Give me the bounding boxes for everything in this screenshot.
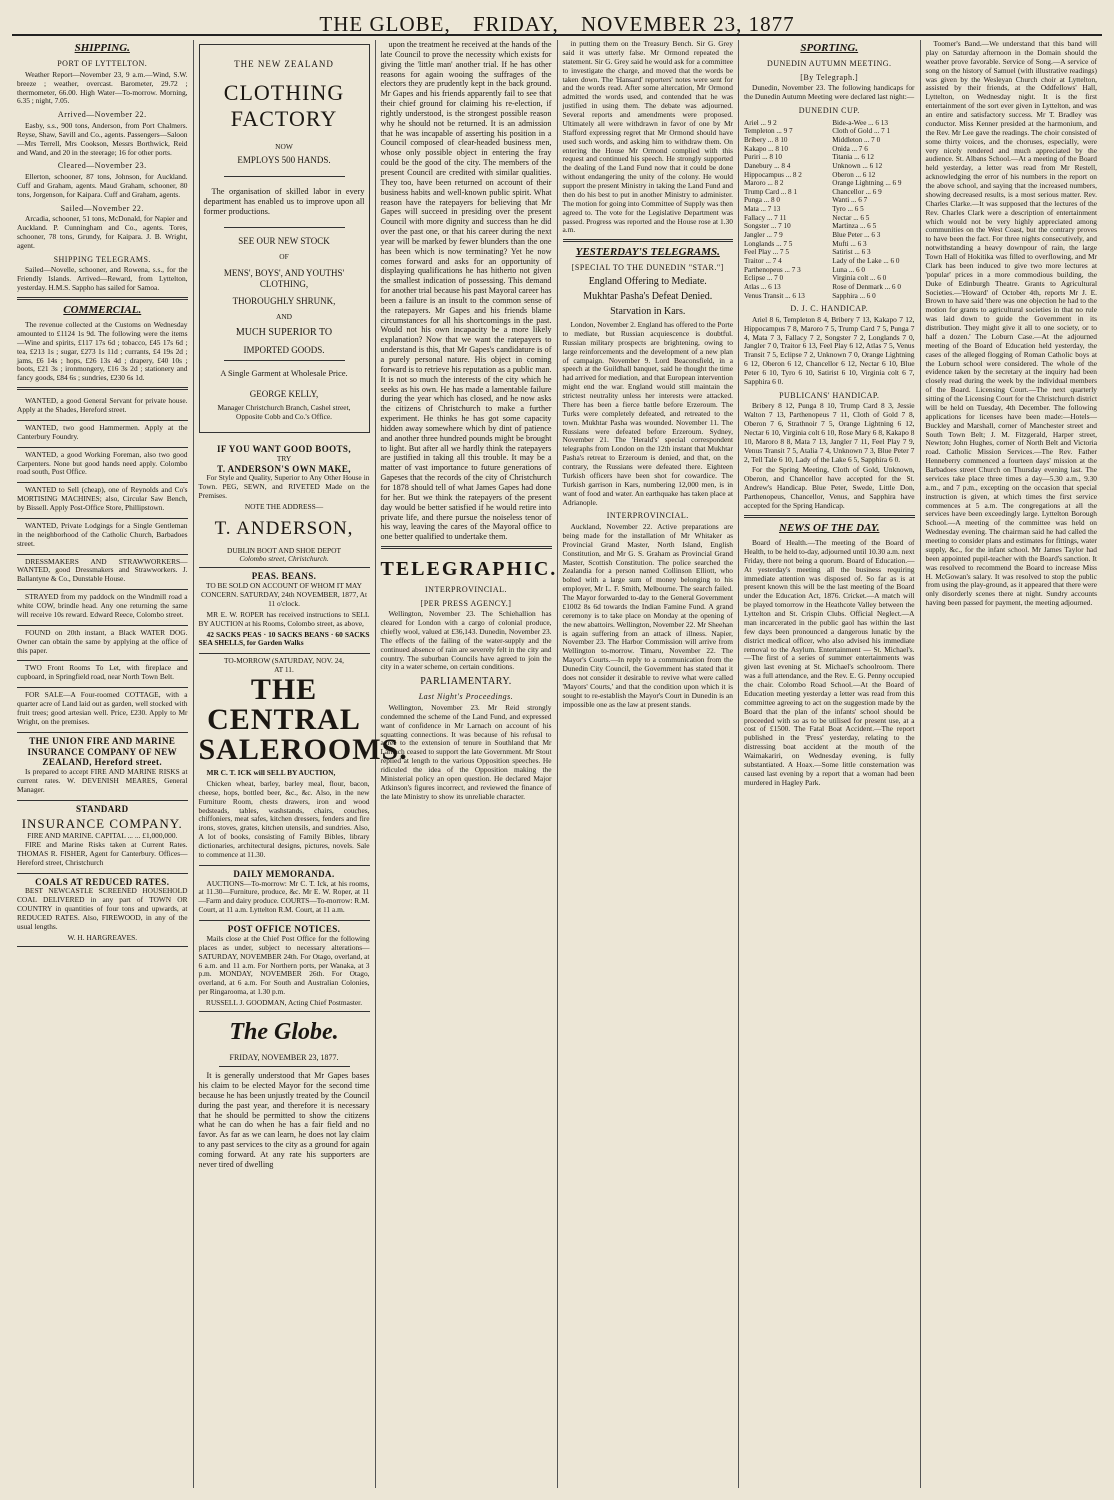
handicap-entry: Virginia colt ... 6 0	[832, 274, 887, 283]
telegraphic-heading: TELEGRAPHIC.	[380, 558, 558, 581]
central-salerooms-title-1: THE CENTRAL	[207, 673, 361, 737]
union-insurance-text: Is prepared to accept FIRE AND MARINE RISKS at current rates. W. DEVENISH MEARES, General Manager.	[17, 767, 188, 794]
manager-name: GEORGE KELLY,	[249, 389, 319, 400]
handicap-entry: Lady of the Lake ... 6 0	[832, 256, 900, 265]
issue-date: NOVEMBER 23, 1877	[581, 12, 795, 36]
classified-ad: FOR SALE—A Four-roomed COTTAGE, with a quarter acre of Land laid out as garden, well stocked with fruit trees; good artesian well. Price, £230. Apply to Mr Wright, on the premises.	[17, 688, 188, 733]
handicap-entry: Martinza ... 6 5	[832, 222, 877, 231]
editorial-masthead: The Globe.	[229, 1018, 339, 1045]
peas-beans-ad: PEAS. BEANS. TO BE SOLD ON ACCOUNT OF WHOM IT MAY CONCERN. SATURDAY, 24th NOVEMBER, 1877, At 11 o'clock. MR E. W. ROPER has received instructions to SELL BY AUCTION at his Rooms, Colombo street, as above, 42 SACKS PEAS · 10 SACKS BEANS · 60 SACKS SEA SHELLS, for Garden Walks	[199, 568, 370, 654]
union-insurance-ad	[17, 733, 188, 801]
parliamentary-text: Wellington, November 23. Mr Reid strongly condemned the scheme of the Land Fund, and expressed want of confidence in Mr Larnach on account of his squatting connections. It was because of his refusal to agree to the extension of tenure in Southland that Mr Larnach ceased to support the late Government. Mr Stout replied at length to the various Opposition speeches. He ridiculed the idea of the Opposition making the Ministerial policy an open question. He declared Major Atkinson's figures incorrect, and reviewed the finance of the late Ministry to show its unreliable character.	[380, 702, 552, 801]
masthead	[12, 10, 1102, 36]
handicap-entry: Luna ... 6 0	[832, 265, 865, 274]
central-salerooms-ad: TO-MORROW (SATURDAY, NOV. 24, AT 11. THE CENTRAL SALEROOMS. MR C. T. ICK will SELL BY AUCTION, Chicken wheat, barley, barley meal, flour, bacon, cheese, hops, bottled beer, &c., &c. Also, in the new Furniture Room, chests drawers, iron and wood bedsteads, tables, washstands, chairs, couches, chiffoniers, meat safes, kitchen dressers, fenders and fire irons, stoves, grates, kitchen utensils, and sundries. Also, A lot of books, consisting of Family Bibles, library dictionaries, architectural designs, pictures, novels. Sale to commence at 11.30.	[199, 654, 370, 866]
interprovincial-text: Auckland, November 22. Active preparations are being made for the installation of Mr Whitaker as Provincial Grand Master, North Island, English Constitution, and Mr G. S. Graham as Provincial Grand Master, Scottish Constitution. The police searched the Zealandia for a person named Collinson Elliott, who bolted with a large sum of money belonging to his employer, Mr L. F. Smith, Melbourne. The search failed. The Mayor forwarded to-day to the General Government £1002 8s 6d towards the Indian Famine Fund. A grand ceremony is to take place on Monday at the opening of the new abattoirs. Wellington, November 22. Mr Sheehan is again suffering from an attack of illness. Napier, November 23. The Harbor Commission will arrive from Wellington to-morrow. Timaru, November 22. The Mayor's Courts.—In reply to a communication from the Dunedin City Council, the Government has stated that it does not consider it desirable to revive what were called 'Mayors' Courts,' and that the condition upon which it is sought to re-establish the Mayor's Court in Dunedin is an impossible one as the law at present stands.	[562, 522, 733, 709]
standard-insurance-ad: STANDARD INSURANCE COMPANY. FIRE AND MARINE. CAPITAL ... ... £1,000,000. FIRE and Marine Risks taken at Current Rates. THOMAS R. FISHER, Agent for Canterbury. Offices—Hereford street, Christchurch	[17, 801, 188, 874]
handicap-entry: Puriri ... 8 10	[744, 153, 782, 162]
coals-signature: W. H. HARGREAVES.	[67, 932, 138, 942]
parliamentary-heading: PARLIAMENTARY.	[420, 676, 512, 688]
local-news-text: Toomer's Band.—We understand that this band will play on Saturday afternoon in the Domain should the weather prove favorable. Service of Song.—A service of song on the history of Samuel (with illustrative readings) was given by the Wesleyan Church choir at Lyttelton, assisted by their friends, at the Oddfellows' Hall, Lyttelton, on Wednesday night. It is the first entertainment of the sort ever given in Lyttelton, and was an entire and satisfactory success. Mr T. Bradley was conductor. Miss Kenner presided at the harmonium, and the Rev. Mr Lee gave the readings. The choir consisted of some thirty voices, and the choruses, especially, were very nicely rendered and much appreciated by the audience. St. Albans School.—At a meeting of the Board held yesterday, a letter was read from Mr Restell, acknowledging the error of his numbers in the report on the above school, and saying that the increased numbers, showing decreased results, is a most serious matter. Rev. Charles Clarke.—It was supposed that the lectures of the Rev. Charles Clark were a description of entertainment which would not be very highly appreciated among communities on the West Coast, but the contrary proves to have been the fact. For three nights consecutively, and notwithstanding a heavy downpour of rain, the large Town Hall of Hokitika was filled to overflowing, and Mr Clark has been induced to give two more lectures at 'popular' prices in a more commodious building, the Duke of Edinburgh Theatre. Grants to Agricultural Societies.—'Howard' of October 4th, reports Mr J. E. Brown to have said 'there was one objection he had to the motion for grants to agricultural societies in that no rule was laid down to guide the Government in its distribution. They might give it all to one society, or to half a dozen.' The Loburn Case.—At the adjourned meeting of the Board of Education held yesterday, the cases of the alleged flogging of Roman Catholic boys at the Loburn school were considered. The whole of the evidence taken by the secretary at the inquiry had been closely read during the week by the individual members of the Board. Licensing Court.—The next quarterly sitting of the Licensing Court for the Christchurch district will be held on Tuesday, 4th December. The following applications for licenses have been made:—Hotels—Buckley and Marshall, corner of Manchester street and South Town Belt; J. M. Fitzgerald, Harper street, Newton; John Hughes, corner of North Belt and Victoria road. Catholic Mission Services.—The Rev. Father Henneberry commenced a fourteen days' mission at the Barbadoes street Church on Thursday evening last. The services take place three times a day—5.30 a.m., 9.30 a.m., and 7 p.m., excepting on the occasion that special instruction is given, at which times the first service commences at 5 a.m. The congregations at all the services have been exceedingly large. Lyttelton Borough School.—A meeting of the committee was held on Wednesday evening. The chairman said he had called the meeting to consider plans and estimates for fittings, water supply, &c., for the infant school. Mr James Taylor had been appointed pupil-teacher with the Board's sanction. It was resolved to recommend the Board to increase Miss H. McGowan's salary. It was resolved to stop the public from using the play-ground, as it appeared that there were only disorderly scenes there at night. Sundry accounts having been passed for payment, the meeting adjourned.	[925, 39, 1097, 608]
publicans-handicap: Bribery 8 12, Punga 8 10, Trump Card 8 3, Jessie Walton 7 13, Parthenopeus 7 11, Cloth of Gold 7 8, Oberon 7 6, Strathnoir 7 5, Orange Lightning 6 12, Nectar 6 10, Virginia colt 6 10, Rose Mary 6 8, Kakapo 8 10, Maroro 8 8, Mata 7 13, Jangler 7 11, Feel Play 7 9, Venus Transit 7 5, Atalia 7 4, Unknown 7 3, Blue Peter 7 2, Tell Tale 6 10, Lady of the Lake 6 5, Sapphira 6 0.	[744, 401, 915, 464]
telegraphic-text: Wellington, November 23. The Schiehallion has cleared for London with a cargo of colonial produce, chiefly wool, valued at £36,143. Dunedin, November 23. The effects of the failing of the water-supply and the continued absence of rain are severely felt in the city and country. The suburban Councils have agreed to join the city in a water scheme, on certain conditions.	[380, 609, 552, 672]
union-insurance-heading: THE UNION FIRE AND MARINE INSURANCE COMPANY OF NEW ZEALAND, Hereford street.	[27, 735, 177, 768]
standard-insurance-title: INSURANCE COMPANY.	[21, 815, 183, 831]
classified-ad: WANTED, a good General Servant for private house. Apply at the Shades, Hereford street.	[17, 394, 188, 421]
classified-ad: WANTED, two good Hammermen. Apply at the Canterbury Foundry.	[17, 421, 188, 448]
weather-report: Weather Report—November 23, 9 a.m.—Wind, S.W. breeze ; weather, overcast. Barometer, 29.72 ; thermometer, 66.00. High Water—To-morrow. Morning, 6.35 ; night, 7.05.	[17, 69, 188, 106]
coals-text: BEST NEWCASTLE SCREENED HOUSEHOLD COAL DELIVERED in any part of TOWN OR COUNTRY in quantities of four tons and upwards, at REDUCED RATES. Also, FIREWOOD, in any of the usual lengths.	[17, 886, 188, 931]
columns	[12, 40, 1102, 1488]
handicap-entry: Parthenopeus ... 7 3	[744, 265, 801, 274]
handicap-entry: Bribery ... 8 10	[744, 136, 788, 144]
handicap-entry: Maroro ... 8 2	[744, 179, 784, 188]
central-salerooms-title-2: SALEROOMS.	[198, 733, 408, 767]
handicap-entry: Bide-a-Wee ... 6 13	[832, 118, 888, 127]
news-of-the-day-heading: NEWS OF THE DAY.	[779, 521, 880, 534]
classified-ad: DRESSMAKERS AND STRAWWORKERS—WANTED, good Dressmakers and Strawworkers. J. Ballantyne & Co., Dunstable House.	[17, 555, 188, 591]
column-3: upon the treatment he received at the hands of the late Council to prove the necessity which exists for giving the 'little man' another trial. If he has other reasons for again wooing the suffrages of the electors they are prudently kept in the back ground. Mr Gapes and his friends apparently fail to see that their chief ground for claiming his re-election, if rightly understood, is the strongest possible reason why he should not be returned. It is an admission that he was incapable of asserting his position in a Council composed of clear-headed business men, whose only possible object in entering the fray could be the good of the city. The members of the present Council are credited with similar qualities. They too, have been returned on account of their business habits and well-known public spirit. What reason have the ratepayers for believing that Mr Gapes will succeed in presiding over the present Council with more dignity and success than he did over the past one, or that his career during the next year will be marked by fewer blunders than the one has been which is now terminating? Yet he now comes forward and asks for an opportunity of displaying qualifications he has hitherto not given the smallest indication of possessing. This demand for another trial because his past Mayoral career has been a failure is an insult to the common sense of the ratepayers. Mr Gapes and his friends blame circumstances for all his shortcomings in the past. Would not his own incapacity be a more likely explanation? Now that we want the ratepayers to understand is this, that Mr Gapes's candidature is of a purely personal nature. His object in coming forward is to retrieve his reputation as a public man. It is not so much the interests of the city which he seeks as his own. He has made a lamentable failure during the year which has closed, and he now asks the citizens of Christchurch to make a further experiment. He thinks he has got some capacity hidden away somewhere which by dint of patience and another three hundred pounds might be brought to light. But after all we hardly think the ratepayers are justified in taking all this trouble. It may be a matter of vast importance to future generations of Gapeses that the records of the city of Christchurch for 1878 should tell of what James Gapes had done for her. But we think the ratepayers of the present day would be better satisfied if he would retire into private life, and there pursue the noiseless tenor of his way, leaving the cares of the Mayoral office to one better qualified to undertake them. TELEGRAPHIC. INTERPROVINCIAL. [PER PRESS AGENCY.] Wellington, November 23. The Schiehallion has cleared for London with a cargo of colonial produce, chiefly wool, valued at £36,143. Dunedin, November 23. The effects of the failing of the water-supply and the continued absence of rain are severely felt in the city and country. The suburban Councils have agreed to join the city in a water scheme, on certain conditions. PARLIAMENTARY. Last Night's Proceedings. Wellington, November 23. Mr Reid strongly condemned the scheme of the Land Fund, and expressed want of confidence in Mr Larnach on account of his squatting connections. It was because of his refusal to agree to the extension of tenure in Southland that Mr Larnach ceased to support the late Government. Mr Stout replied at length to the various Opposition speeches. He ridiculed the idea of the Opposition making the Ministerial policy an open question. He declared Major Atkinson's figures incorrect, and reviewed the finance of the late Ministry to show its unreliable character.	[376, 40, 558, 1488]
handicap-entry: Hippocampus ... 8 2	[744, 170, 802, 179]
handicap-entry: Onida ... 7 6	[832, 144, 868, 153]
handicap-entry: Danebury ... 8 4	[744, 161, 791, 170]
shipping-telegrams-heading: SHIPPING TELEGRAMS.	[53, 254, 151, 264]
cleared-text: Ellerton, schooner, 87 tons, Johnson, for Auckland. Cuff and Graham, agents. Maud Graham, schooner, 80 tons, Jorgenson, for Kaipara. Cuff and Graham, agents.	[17, 171, 188, 199]
handicap-entry: Middleton ... 7 0	[832, 136, 881, 144]
column-6	[921, 40, 1103, 1488]
paper-name: THE GLOBE,	[319, 12, 451, 36]
handicap-entry: Nectar ... 6 5	[832, 213, 870, 222]
editorial-date: FRIDAY, NOVEMBER 23, 1877.	[229, 1052, 339, 1062]
post-office-notices: POST OFFICE NOTICES. Mails close at the Chief Post Office for the following places as under, subject to necessary alterations—SATURDAY, NOVEMBER 24th. For Otago, overland, at 6 a.m. and 11 a.m. For Northern ports, per Wanaka, at 3 p.m. MONDAY, NOVEMBER 26th. For Otago, overland, at 6 a.m. For South and Australian Colonies, per Ringarooma, at 1.30 p.m. RUSSELL J. GOODMAN, Acting Chief Postmaster.	[199, 921, 370, 1012]
column-5: SPORTING. DUNEDIN AUTUMN MEETING. [By Telegraph.] Dunedin, November 23. The following handicaps for the Dunedin Autumn Meeting were declared last night:— DUNEDIN CUP. Ariel ... 9 2 Templeton ... 9 7 Bribery ... 8 10 Kakapo ... 8 10 Puriri ... 8 10 Danebury ... 8 4 Hippocampus ... 8 2 Maroro ... 8 2 Trump Card ... 8 1 Punga ... 8 0 Mata ... 7 13 Fallacy ... 7 11 Songster ... 7 10 Jangler ... 7 9 Longlands ... 7 5 Feel Play ... 7 5 Traitor ... 7 4 Parthenopeus ... 7 3 Eclipse ... 7 0 Atlas ... 6 13 Venus Transit ... 6 13 Bide-a-Wee ... 6 13 Cloth of Gold ... 7 1 Middleton ... 7 0 Onida ... 7 6 Titania ... 6 12 Unknown ... 6 12 Oberon ... 6 12 Orange Lightning ... 6 9 Chancellor ... 6 9 Wanti ... 6 7 Tyro ... 6 5 Nectar ... 6 5 Martinza ... 6 5 Blue Peter ... 6 3 Mufti ... 6 3 Satirist ... 6 3 Lady of the Lake ... 6 0 Luna ... 6 0 Virginia colt ... 6 0 Rose of Denmark ... 6 0 Sapphira ... 6 0 D. J. C. HANDICAP. Ariel 8 6, Templeton 8 4, Bribery 7 13, Kakapo 7 12, Hippocampus 7 8, Maroro 7 5, Trump Card 7 5, Punga 7 4, Mata 7 3, Fallacy 7 2, Songster 7 2, Longlands 7 0, Jangler 7 0, Traitor 6 13, Feel Play 6 12, Atlas 7 5, Venus Transit 7 5, Eclipse 7 2, Unknown 7 0, Orange Lightning 6 12, Oberon 6 12, Chancellor 6 12, Nectar 6 10, Blue Peter 6 10, Tyro 6 10, Satirist 6 10, Virginia colt 6 7, Sapphira 6 0. PUBLICANS' HANDICAP. Bribery 8 12, Punga 8 10, Trump Card 8 3, Jessie Walton 7 13, Parthenopeus 7 11, Cloth of Gold 7 8, Oberon 7 6, Strathnoir 7 5, Orange Lightning 6 12, Nectar 6 10, Virginia colt 6 10, Rose Mary 6 8, Kakapo 8 10, Maroro 8 8, Mata 7 13, Jangler 7 11, Feel Play 7 9, Venus Transit 7 5, Atalia 7 4, Unknown 7 3, Blue Peter 7 2, Tell Tale 6 10, Lady of the Lake 6 5, Sapphira 6 0. For the Spring Meeting, Cloth of Gold, Unknown, Oberon, and Chancellor have accepted for the St. Andrew's Handicap. Blue Peter, Swede, Little Don, Parthenopeus, Chancellor, Venus, and Sapphira have accepted for the Spring Handicap. NEWS OF THE DAY. Board of Health.—The meeting of the Board of Health, to be held to-day, adjourned until 10.30 a.m. next Friday, there not being a quorum. Board of Education.—At yesterday's meeting all the business requiring immediate attention was disposed of. So far as is at present known this will be the last meeting of the Board under the Education Act, 1876. Cricket.—A match will be played tomorrow in the Heathcote Valley between the Lyttelton and St. Crispin Clubs. Official Neglect.—A man incarcerated in the public gaol has within the last few days been pronounced a dangerous lunatic by the district medical officer, who also advised his immediate removal to the Asylum. Entertainment — St. Michael's.—The first of a series of summer entertainments was given last evening at St. Michael's schoolroom. There was a full attendance, and the Rev. E. G. Penny occupied the chair. Colombo Road School.—At the Board of Education meeting yesterday a letter was read from this committee agreeing to act on the suggestion made by the Board that the plan of the infants' school should be proceeded with so as to be utilised for present use, at a cost of £1500. The Fatal Boat Accident.—The report published in the 'Press' yesterday, relating to the distressing boat accident at the mouth of the Waimakariri, on Wednesday evening, is fully substantiated. A Hoax.—Some little consternation was caused last evening by a report that a woman had been murdered in Hagley Park.	[739, 40, 921, 1488]
yesterdays-telegrams-heading: YESTERDAY'S TELEGRAMS.	[575, 246, 720, 259]
handicap-entry: Blue Peter ... 6 3	[832, 231, 881, 240]
classified-ad: TWO Front Rooms To Let, with fireplace and cupboard, in Springfield road, near North Town Belt.	[17, 661, 188, 688]
handicap-entry: Templeton ... 9 7	[744, 127, 793, 136]
handicap-entry: Oberon ... 6 12	[832, 170, 876, 179]
handicap-entry: Punga ... 8 0	[744, 196, 780, 205]
classified-ad: FOUND on 20th instant, a Black WATER DOG. Owner can obtain the same by applying at the office of this paper.	[17, 626, 188, 662]
handicap-entry: Jangler ... 7 9	[744, 231, 783, 240]
sailed-heading: Sailed—November 22.	[60, 203, 144, 213]
handicap-entry: Tyro ... 6 5	[832, 205, 864, 214]
arrived-heading: Arrived—November 22.	[57, 110, 147, 120]
handicap-entry: Feel Play ... 7 5	[744, 248, 789, 257]
handicap-entry: Wanti ... 6 7	[832, 196, 868, 205]
handicap-entry: Atlas ... 6 13	[744, 282, 781, 291]
news-of-the-day-text: Board of Health.—The meeting of the Board of Health, to be held to-day, adjourned until 10.30 a.m. next Friday, there not being a quorum. Board of Education.—At yesterday's meeting all the business requiring immediate attention was disposed of. So far as is at present known this will be the last meeting of the Board under the Education Act, 1876. Cricket.—A match will be played tomorrow in the Heathcote Valley between the Lyttelton and St. Crispin Clubs. Official Neglect.—A man incarcerated in the public gaol has within the last few days been pronounced a dangerous lunatic by the district medical officer, who also advised his immediate removal to the Asylum. Entertainment — St. Michael's.—The first of a series of summer entertainments was given last evening at St. Michael's schoolroom. There was a full attendance, and the Rev. E. G. Penny occupied the chair. Colombo Road School.—At the Board of Education meeting yesterday a letter was read from this committee agreeing to act on the suggestion made by the Board that the plan of the infants' school should be proceeded with so as to be utilised for present use, at a cost of £1500. The Fatal Boat Accident.—The report published in the 'Press' yesterday, relating to the distressing boat accident at the mouth of the Waimakariri, on Wednesday evening, is fully substantiated. A Hoax.—Some little consternation was caused last evening by a report that a woman had been murdered in Hagley Park.	[744, 538, 915, 787]
handicap-entry: Traitor ... 7 4	[744, 256, 782, 265]
coals-ad	[17, 874, 188, 947]
column-1	[12, 40, 194, 1488]
handicap-entry: Fallacy ... 7 11	[744, 213, 787, 222]
shipping-heading: SHIPPING.	[74, 42, 130, 54]
anderson-boots-ad: IF YOU WANT GOOD BOOTS, TRY T. ANDERSON'S OWN MAKE, For Style and Quality, Superior to Any Other House in Town. PEG, SEWN, and RIVETED Made on the Premises. NOTE THE ADDRESS— T. ANDERSON, DUBLIN BOOT AND SHOE DEPOT Colombo street, Christchurch.	[199, 441, 370, 569]
djc-handicap: Ariel 8 6, Templeton 8 4, Bribery 7 13, Kakapo 7 12, Hippocampus 7 8, Maroro 7 5, Trump Card 7 5, Punga 7 4, Mata 7 3, Fallacy 7 2, Songster 7 2, Longlands 7 0, Jangler 7 0, Traitor 6 13, Feel Play 6 12, Atlas 7 5, Venus Transit 7 5, Eclipse 7 2, Unknown 7 0, Orange Lightning 6 12, Oberon 6 12, Chancellor 6 12, Nectar 6 10, Blue Peter 6 10, Tyro 6 10, Satirist 6 10, Virginia colt 6 7, Sapphira 6 0.	[744, 314, 915, 386]
handicap-entry: Satirist ... 6 3	[832, 248, 871, 257]
clothing-factory-ad: THE NEW ZEALAND CLOTHING FACTORY NOW EMPLOYS 500 HANDS. The organisation of skilled labor in every department has enabled us to improve upon all former productions. SEE OUR NEW STOCK OF MENS', BOYS', AND YOUTHS' CLOTHING, THOROUGHLY SHRUNK, AND MUCH SUPERIOR TO IMPORTED GOODS. A Single Garment at Wholesale Price. GEORGE KELLY, Manager Christchurch Branch, Cashel street, Opposite Cobb and Co.'s Office.	[199, 44, 370, 433]
anderson-title: T. ANDERSON,	[214, 517, 354, 539]
handicap-entry: Cloth of Gold ... 7 1	[832, 127, 891, 136]
column-4: in putting them on the Treasury Bench. Sir G. Grey said it was utterly false. Mr Ormond repeated the statement. Sir G. Grey said he would ask for a committee to investigate the charge, and moved that the words be taken down. The 'Hansard' reporters' notes were sent for and the words read. After some altercation, Mr Ormond admitted the words used, and contended that he was justified in using them. The debate was adjourned. Several reports and amendments were proposed. Ultimately all were withdrawn in favor of one by Mr Stafford expressing regret that Mr Ormond should have used such words, and asking him to withdraw them. On entering the House Mr Ormond complied with this request and continued his speech. He strongly supported the dealing of the Land Fund now that it could be done without endangering the unity of the colony. He would support the present Ministry in taking the Land Fund and then do his best to put in another Ministry to administer. The motion for going into Committee of Supply was then agreed to. The vote for the Legislative Department was passed. Progress was reported and the House rose at 1.30 a.m. YESTERDAY'S TELEGRAMS. [SPECIAL TO THE DUNEDIN "STAR."] England Offering to Mediate. Mukhtar Pasha's Defeat Denied. Starvation in Kars. London, November 2. England has offered to the Porte to mediate, but Russian acquiescence is doubtful. Russian military prospects are brightening, owing to large reinforcements and the development of a new plan of campaign. November 9. Lord Beaconsfield, in a speech at the Guildhall banquet, said he thought the time had arrived for mediation, and that European intervention might end the war. England would still maintain the strictest neutrality unless her interests were attacked. There has been a fierce battle before Erzeroum. The Turks were completely defeated, and retreated to the town. Mukhtar Pasha was wounded. November 11. The Russians were defeated before Erzeroum. Sydney, November 21. The 'Herald's' special correspondent telegraphs from London on the 12th instant that Mukhtar Pasha's retreat to Erzeroum is denied, and that, on the contrary, the Russians were defeated there. Eighteen Turkish officers have been shot for cowardice. The Turkish garrison in Kars, numbering 12,000 men, is in want of food and water. An earthquake has taken place at Adrianople. INTERPROVINCIAL. Auckland, November 22. Active preparations are being made for the installation of Mr Whitaker as Provincial Grand Master, North Island, English Constitution, and Mr G. S. Graham as Provincial Grand Master, Scottish Constitution. The police searched the Zealandia for a person named Collinson Elliott, who bolted with a large sum of money belonging to his employer, Mr L. F. Smith, Melbourne. The search failed. The Mayor forwarded to-day to the General Government £1002 8s 6d towards the Indian Famine Fund. A grand ceremony is to take place on Monday at the opening of the new abattoirs. Wellington, November 22. Mr Sheehan is again suffering from an attack of illness. Napier, November 23. The Harbor Commission will arrive from Wellington to-morrow. Timaru, November 22. The Mayor's Courts.—In reply to a communication from the Dunedin City Council, the Government has stated that it does not consider it desirable to revive what were called 'Mayors' Courts,' and that the condition upon which it is sought to re-establish the Mayor's Court in Dunedin is an impossible one as the law at present stands.	[558, 40, 740, 1488]
handicap-entry: Sapphira ... 6 0	[832, 291, 876, 300]
shipping-telegrams-text: Sailed—Novelle, schooner, and Rowena, s.s., for the Friendly Islands. Arrived—Reward, from Lyttelton, yesterday. H.M.S. Sappho has sailed for Samoa.	[17, 265, 188, 293]
sporting-heading: SPORTING.	[800, 42, 859, 54]
standard-insurance-text: FIRE and Marine Risks taken at Current Rates. THOMAS R. FISHER, Agent for Canterbury. Offices—Hereford street, Christchurch	[17, 840, 188, 867]
handicap-entry: Trump Card ... 8 1	[744, 187, 798, 196]
clothing-factory-title: CLOTHING FACTORY	[223, 79, 345, 132]
handicap-entry: Rose of Denmark ... 6 0	[832, 282, 901, 291]
commercial-heading: COMMERCIAL.	[63, 303, 142, 316]
handicap-entry: Mufti ... 6 3	[832, 239, 867, 248]
classified-ad: WANTED, a good Working Foreman, also two good Carpenters. None but good hands need apply. Colombo road south, Post Office.	[17, 448, 188, 484]
handicap-entry: Kakapo ... 8 10	[744, 144, 788, 153]
commercial-text: The revenue collected at the Customs on Wednesday amounted to £1124 1s 9d. The following were the items—Wine and spirits, £117 17s 6d ; tobacco, £45 17s 6d ; tea, £213 1s ; sugar, £273 1s 11d ; currants, £4 19s 2d ; jams, £6 14s ; hops, £26 13s 4d ; drapery, £40 10s ; boots, £21 3s ; ironmongery, £16 3s 2d ; stationery and fancy goods, £84 6s ; sundries, £230 6s 1d.	[17, 320, 188, 383]
coals-heading: COALS AT REDUCED RATES.	[35, 876, 170, 887]
parliamentary-continued: in putting them on the Treasury Bench. Sir G. Grey said it was utterly false. Mr Ormond repeated the statement. Sir G. Grey said he would ask for a committee to investigate the charge, and moved that the words be taken down. The 'Hansard' reporters' notes were sent for and the words read. After some altercation, Mr Ormond admitted the words used, and contended that he was justified in using them. The debate was adjourned. Several reports and amendments were proposed. Ultimately all were withdrawn in favor of one by Mr Stafford expressing regret that Mr Ormond should have used such words, and asking him to withdraw them. On entering the House Mr Ormond complied with this request and continued his speech. He strongly supported the dealing of the Land Fund now that it could be done without endangering the unity of the colony. He would support the present Ministry in taking the Land Fund and then do his best to put in another Ministry to administer. The motion for going into Committee of Supply was then agreed to. The vote for the Legislative Department was passed. Progress was reported and the House rose at 1.30 a.m.	[562, 39, 733, 235]
classified-ad: WANTED to Sell (cheap), one of Reynolds and Co's MORTISING MACHINES; also, Circular Saw Bench, by Bissell. Apply Post-Office Store, Phillipstown.	[17, 483, 188, 519]
editorial-continued: upon the treatment he received at the hands of the late Council to prove the necessity which exists for giving the 'little man' another trial. If he has other reasons for again wooing the suffrages of the electors they are prudently kept in the back ground. Mr Gapes and his friends apparently fail to see that their chief ground for claiming his re-election, if rightly understood, is the strongest possible reason why he should not be returned. It is an admission that he was incapable of asserting his position in a Council composed of clear-headed business men, whose only possible object in entering the fray could be the good of the city. The members of the present Council are credited with similar qualities. They too, have been returned on account of their business habits and well-known public spirit. What reason have the ratepayers for believing that Mr Gapes will succeed in presiding over the present Council with more dignity and success than he did over the past one, or that his career during the next year will be marked by fewer blunders than the one has been which is now terminating? Yet he now comes forward and asks for an opportunity of displaying qualifications he has hitherto not given the smallest indication of possessing. This demand for another trial because his past Mayoral career has been a failure is an insult to the common sense of the ratepayers. Mr Gapes and his friends blame circumstances for all his shortcomings in the past. Would not his own incapacity be a more likely explanation? Now that we want the ratepayers to understand is this, that Mr Gapes's candidature is of a purely personal nature. His object in coming forward is to retrieve his reputation as a public man. It is not so much the interests of the city which he seeks as his own. He has made a lamentable failure during the year which has closed, and he now asks the citizens of Christchurch to make a further experiment. He thinks he has got some capacity hidden away somewhere which by dint of patience and another three hundred pounds might be brought to light. But after all we hardly think the ratepayers are justified in taking all this trouble. It may be a matter of vast importance to future generations of Gapeses that the records of the city of Christchurch for 1878 should tell of what James Gapes had done for her. But we think the ratepayers of the present day would be better satisfied if he would retire into private life, and there pursue the noiseless tenor of his way, leaving the cares of the Mayoral office to one better qualified to undertake them.	[380, 40, 552, 542]
handicap-entry: Mata ... 7 13	[744, 205, 781, 214]
daily-memoranda: DAILY MEMORANDA. AUCTIONS—To-morrow: Mr C. T. Ick, at his rooms, at 11.30—Furniture, produce, &c. Mr E. W. Roper, at 11—Farm and dairy produce. COURTS—To-morrow: R.M. Court, at 11 a.m. Lyttelton R.M. Court, at 11 a.m.	[199, 866, 370, 921]
handicap-entry: Ariel ... 9 2	[744, 118, 777, 127]
handicap-entry: Venus Transit ... 6 13	[744, 291, 805, 300]
issue-day: FRIDAY,	[472, 12, 559, 36]
column-2	[194, 40, 408, 1488]
classified-ad: WANTED, Private Lodgings for a Single Gentleman in the neighborhood of the Catholic Church, Barbadoes street.	[17, 519, 188, 555]
handicap-entry: Longlands ... 7 5	[744, 239, 793, 248]
handicap-entry: Eclipse ... 7 0	[744, 274, 784, 283]
dunedin-cup-handicaps	[744, 119, 915, 300]
port-heading: PORT OF LYTTELTON.	[57, 59, 148, 69]
cleared-heading: Cleared—November 23.	[57, 161, 147, 171]
arrived-text: Easby, s.s., 900 tons, Anderson, from Port Chalmers. Reyse, Shaw, Savill and Co., agents. Passengers—Saloon—Mrs Terrell, Mrs Cookson, Messrs Borthwick, Reid and Wand, and 20 in the steerage; 16 for other ports.	[17, 120, 188, 157]
yesterdays-telegrams-text: London, November 2. England has offered to the Porte to mediate, but Russian acquiescence is doubtful. Russian military prospects are brightening, owing to large reinforcements and the development of a new plan of campaign. November 9. Lord Beaconsfield, in a speech at the Guildhall banquet, said he thought the time had arrived for mediation, and that European intervention might end the war. England would still maintain the strictest neutrality unless her interests were attacked. There has been a fierce battle before Erzeroum. The Turks were completely defeated, and retreated to the town. Mukhtar Pasha was wounded. November 11. The Russians were defeated before Erzeroum. Sydney, November 21. The 'Herald's' special correspondent telegraphs from London on the 12th instant that Mukhtar Pasha's retreat to Erzeroum is denied, and that, on the contrary, the Russians were defeated there. Eighteen Turkish officers have been shot for cowardice. The Turkish garrison in Kars, numbering 12,000 men, is in want of food and water. An earthquake has taken place at Adrianople.	[562, 320, 733, 507]
sailed-text: Arcadia, schooner, 51 tons, McDonald, for Napier and Auckland. P. Cunningham and Co., agents. Tores, schooner, 78 tons, Grundy, for Kaipara. J. B. Wright, agent.	[17, 214, 188, 250]
handicap-entry: Chancellor ... 6 9	[832, 187, 882, 196]
editorial-text: It is generally understood that Mr Gapes bases his claim to be elected Mayor for the second time because he has been unjustly treated by the Council during the past year, and therefore it is necessary that he should be permitted to show the citizens what he can do when he has a fair field and no favor. As far as we can learn, he does not lay claim to any past services to the city as a ground for again coming forward. At any rate his supporters are never tired of dwelling	[198, 1071, 370, 1169]
handicap-entry: Songster ... 7 10	[744, 222, 791, 231]
handicap-entry: Orange Lightning ... 6 9	[832, 179, 902, 188]
handicap-entry: Titania ... 6 12	[832, 153, 874, 162]
classified-ad: STRAYED from my paddock on the Windmill road a white COW, brindle head. Any one returning the same will receive 10s reward. Edward Reece, Colombo street.	[17, 590, 188, 626]
handicap-entry: Unknown ... 6 12	[832, 161, 883, 170]
